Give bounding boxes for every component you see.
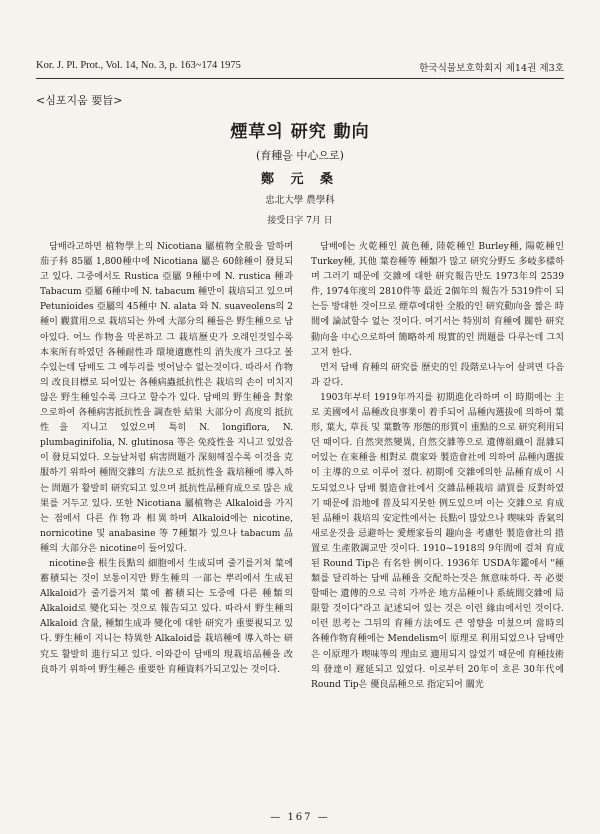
author-affiliation: 忠北大學 農學科 — [265, 195, 335, 206]
author-name: 鄭 元 桑 — [260, 172, 340, 187]
article-title: 煙草의 研究 動向 — [230, 122, 370, 142]
body-column-right — [311, 240, 564, 693]
body-column-left — [40, 240, 293, 678]
body-paragraph: 담배라고하면 植物學上의 Nicotiana 屬植物全般을 말하며 茄子科 85屬 1,800種中에 Nicotiana 屬은 60餘種이 發見되고 있다. 그중에서도 Rustica 亞屬 9種中에 N. rustica 種과 Tabacum 亞屬 6種中에 N. tabacum 種만이 栽培되고 있으며 Petunioides 亞屬의 45種中 N. alata 와 N. suaveolens의 2種이 觀賞用으로 栽培되는 外에 大部分의 種들은 野生種으로 남아있다. 어느 作物을 막론하고 그 栽培歷史가 오래인것일수록 本來所有하였던 各種耐性과 環境適應性의 消失度가 크다고 볼수있는데 담배도 그 예두리를 벗어날수 없는것이다. 따라서 作物의 改良目標로 되어있는 各種病蟲抵抗性은 栽培의 손이 미치지않은 野生種일수록 크다고 할수가 있다. 담배의 野生種을 對象으로하여 各種病害抵抗性을 調查한 結果 大部分이 高度의 抵抗性을 지니고 있었으며 특히 N. longiflora, N. plumbaginifolia, N. glutinosa 等은 免疫性을 지니고 있었음이 發見되었다. 오늘날처럼 病害問題가 深刻해질수록 이것을 克服하기 위하여 種間交雜의 方法으로 抵抗性을 栽培種에 導入하는 問題가 활발히 研究되고 있으며 抵抗性品種育成으로 많은 成果를 거두고 있다. 또한 Nicotiana 屬植物은 Alkaloid을 가지는 점에서 다른 作物과 相異하며 Alkaloid에는 nicotine, nornicotine 및 anabasine 等 7種類가 있으나 tabacum 品種의 大部分은 nicotine이 들어있다. — [40, 242, 293, 554]
running-head — [36, 60, 564, 76]
article-category: <심포지움 要旨> — [36, 94, 123, 107]
article-subtitle: (育種을 中心으로) — [256, 149, 344, 162]
body-paragraph: nicotine을 根生長點의 細胞에서 生成되며 줄기를거쳐 葉에 蓄積되는 것이 보통이지만 野生種의 一部는 뿌리에서 生成된 Alkaloid가 줄기를거쳐 葉에 蓄積되는 도중에 다른 種類의 Alkaloid로 變化되는 것으로 報告되고 있다. 따라서 野生種의 Alkaloid 含量, 種類生成과 變化에 대한 研究가 重要視되고 있다. 野生種이 지니는 特異한 Alkaloid를 栽培種에 導入하는 研究도 활발히 進行되고 있다. 이와같이 담배의 現栽培品種을 改良하기 위하여 野生種은 重要한 育種資料가되고있는 것이다. — [40, 558, 293, 675]
journal-korean-title: 한국식물보호학회지 제14권 제3호 — [419, 63, 564, 74]
header-rule — [36, 78, 564, 79]
body-paragraph: 담배에는 火乾種인 黃色種, 陸乾種인 Burley種, 陽乾種인 Turkey種, 其他 葉卷種等 種類가 많고 研究分野도 多岐多樣하며 그러기 때문에 交雜에 대한 研究報告만도 1973年의 2539件, 1974年度의 2810件等 最近 2個年의 報告가 5319件이 되는등 방대한 것이므로 煙草에대한 全般的인 研究動向을 짧은 時間에 論試할수 없는 것이다. 여기서는 特別히 育種에 關한 研究動向을 中心으로하여 簡略하게 現實的인 問題를 다루는데 그치고저 한다. — [311, 242, 564, 358]
journal-citation: Kor. J. Pl. Prot., Vol. 14, No. 3, p. 163~174 1975 — [36, 60, 241, 71]
body-paragraph: 1903年부터 1919年까지를 初期進化라하며 이 時期에는 主로 美國에서 品種改良事業이 着手되어 品種內選拔에 의하여 葉形, 葉大, 草長 및 葉數等 形態的形質이 重點的으로 研究利用되던 때이다. 自然突然變異, 自然交雜等으로 遺傳組織이 混雜되어있는 在來種을 相對로 農家와 製造會社에 의하여 品種內選拔이 主導的으로 이루어 졌다. 初期에 交雜에의한 品種育成이 시도되었으나 담배 製造會社에서 交雜品種栽培 請買를 反對하였기 때문에 沿地에 普及되지못한 例도있으며 이는 交雜으로 育成된 品種이 栽培의 安定性에서는 長點이 많았으나 喫味와 香氣의 새로운것을 忌避하는 愛煙家들의 趣向을 考慮한 製造會社의 措置로 生產散調교만 것이다. 1910~1918의 9年間에 걸쳐 育成된 Round Tip은 有名한 例이다. 1936年 USDA年鑑에서 "種類를 달리하는 담배 品種을 交配하는것은 無意味하다. 꼭 必要할때는 遺傳的으로 극히 가까운 地方品種이나 系統間交雜에 局限할 것이다"라고 記述되어 있는 것은 이런 緣由에서인 것이다. 이런 思考는 그뒤의 育種方法에도 큰 영향을 미쳤으며 當時의 各種作物育種에는 Mendelism이 原理로 利用되었으나 담배만은 이原理가 喫味等의 理由로 適用되지 않었기 때문에 育種技術의 發達이 遲延되고 있었다. 이로부터 20年이 흐른 30年代에 Round Tip은 優良品種으로 指定되어 關光 — [311, 392, 564, 690]
page-number: — 167 — — [270, 812, 330, 823]
received-date: 接受日字 7月 日 — [267, 216, 333, 226]
body-paragraph: 먼저 담배 育種의 研究를 歷史的인 段階로나누어 살펴면 다음과 같다. — [311, 362, 564, 388]
